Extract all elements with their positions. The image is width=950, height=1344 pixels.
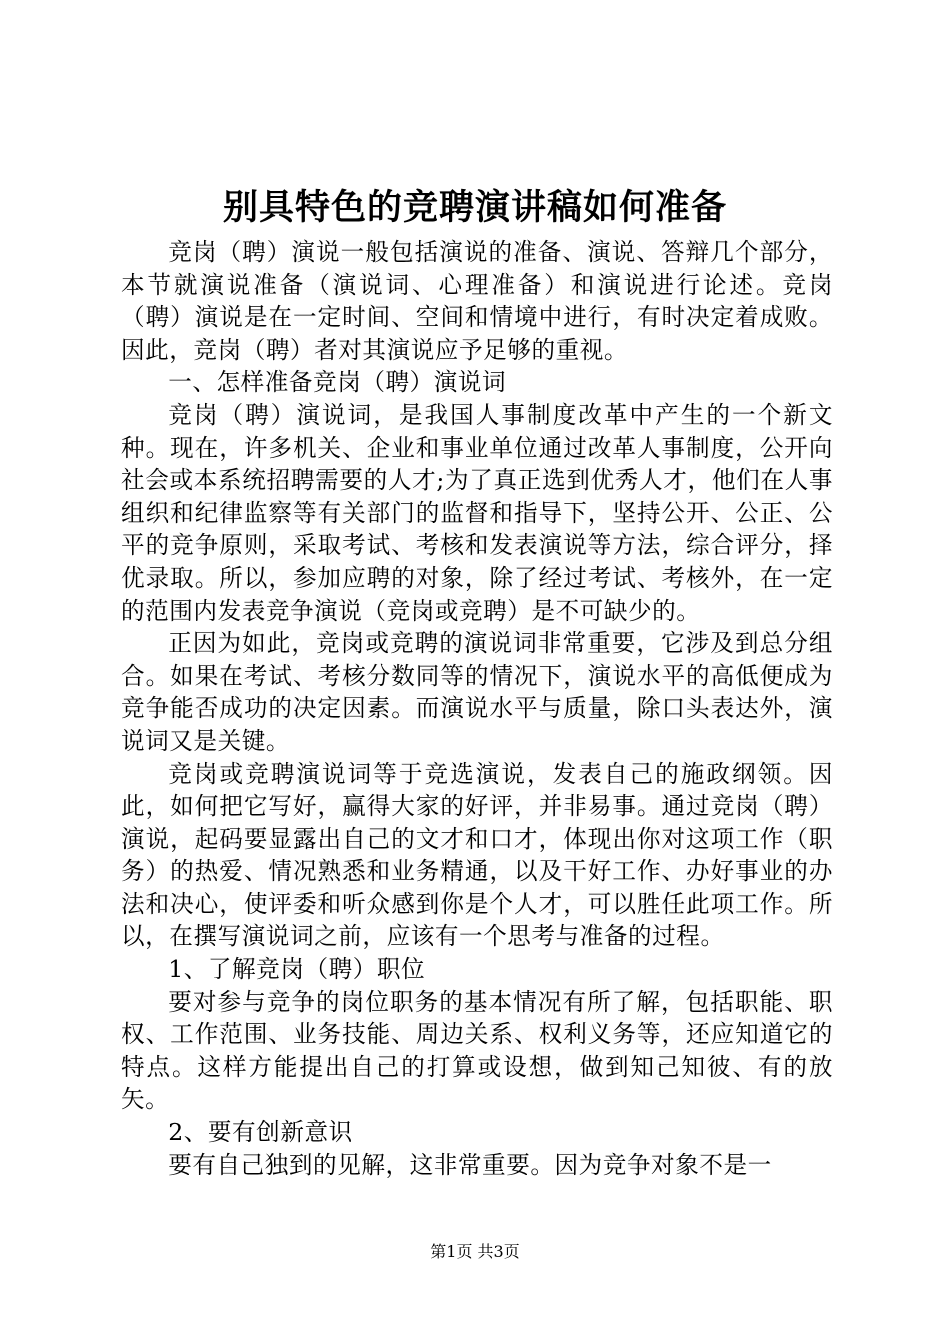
document-title: 别具特色的竞聘演讲稿如何准备	[222, 187, 727, 228]
body-paragraph-4: 要对参与竞争的岗位职务的基本情况有所了解，包括职能、职权、工作范围、业务技能、周边关系、权利义务等，还应知道它的特点。这样方能提出自己的打算或设想，做到知己知彼、有的放矢。	[121, 987, 833, 1114]
page-footer: 第1页 共3页	[430, 1242, 520, 1261]
intro-paragraph: 竞岗（聘）演说一般包括演说的准备、演说、答辩几个部分，本节就演说准备（演说词、心理准备）和演说进行论述。竞岗（聘）演说是在一定时间、空间和情境中进行，有时决定着成败。因此，竞岗（聘）者对其演说应予足够的重视。	[121, 238, 833, 364]
body-paragraph-2: 正因为如此，竞岗或竞聘的演说词非常重要，它涉及到总分组合。如果在考试、考核分数同等的情况下，演说水平的高低便成为竞争能否成功的决定因素。而演说水平与质量，除口头表达外，演说词又是关键。	[121, 629, 833, 755]
body-paragraph-3: 竞岗或竞聘演说词等于竞选演说，发表自己的施政纲领。因此，如何把它写好，赢得大家的好评，并非易事。通过竞岗（聘）演说，起码要显露出自己的文才和口才，体现出你对这项工作（职务）的热爱、情况熟悉和业务精通，以及干好工作、办好事业的办法和决心，使评委和听众感到你是个人才，可以胜任此项工作。所以，在撰写演说词之前，应该有一个思考与准备的过程。	[121, 759, 833, 951]
document-body	[121, 236, 833, 1181]
subsection-heading-1: 1、了解竞岗（聘）职位	[168, 955, 426, 984]
section-heading-1: 一、怎样准备竞岗（聘）演说词	[168, 368, 507, 397]
subsection-heading-2: 2、要有创新意识	[168, 1118, 353, 1147]
body-paragraph-5: 要有自己独到的见解，这非常重要。因为竞争对象不是一	[168, 1150, 772, 1179]
body-paragraph-1: 竞岗（聘）演说词，是我国人事制度改革中产生的一个新文种。现在，许多机关、企业和事业单位通过改革人事制度，公开向社会或本系统招聘需要的人才;为了真正选到优秀人才，他们在人事组织和纪律监察等有关部门的监督和指导下，坚持公开、公正、公平的竞争原则，采取考试、考核和发表演说等方法，综合评分，择优录取。所以，参加应聘的对象，除了经过考试、考核外，在一定的范围内发表竞争演说（竞岗或竞聘）是不可缺少的。	[121, 400, 833, 625]
